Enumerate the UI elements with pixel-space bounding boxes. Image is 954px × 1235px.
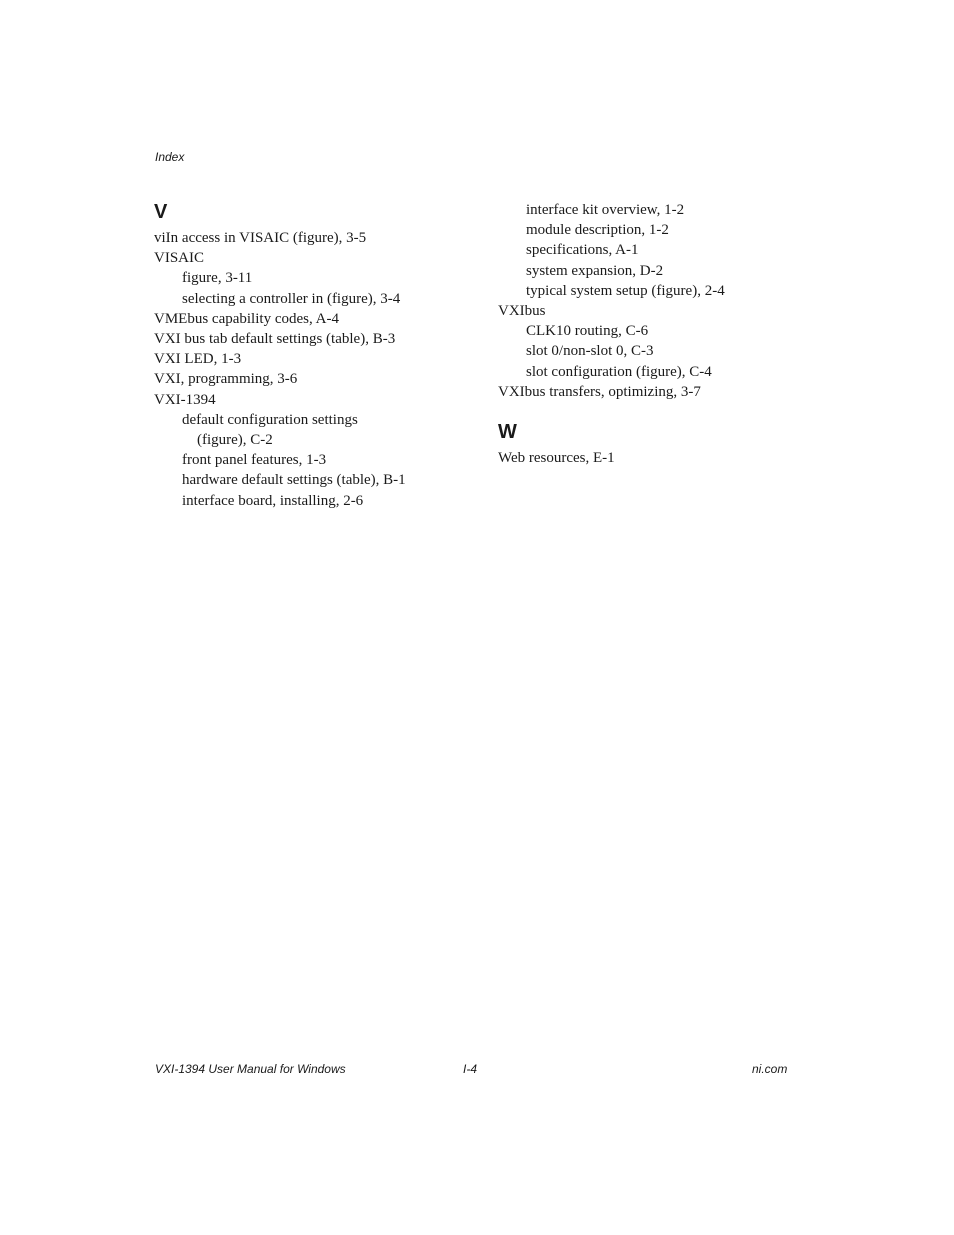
index-entry: VXIbus	[498, 303, 546, 320]
index-subentry: specifications, A-1	[526, 242, 639, 259]
index-column-left	[154, 200, 474, 511]
index-subentry: module description, 1-2	[526, 222, 669, 239]
index-subentry: system expansion, D-2	[526, 262, 664, 279]
index-entry: VXI, programming, 3-6	[154, 371, 298, 388]
index-subentry: default configuration settings	[182, 411, 358, 428]
index-entry: viIn access in VISAIC (figure), 3-5	[154, 230, 367, 246]
index-subentry: typical system setup (figure), 2-4	[526, 282, 725, 299]
index-letter-heading: V	[154, 201, 168, 223]
running-header: Index	[155, 150, 185, 164]
index-entry: VXI bus tab default settings (table), B-3	[154, 331, 396, 348]
index-subentry: figure, 3-11	[182, 270, 253, 287]
index-subentry: selecting a controller in (figure), 3-4	[182, 290, 401, 307]
index-entry: VXI LED, 1-3	[154, 351, 242, 368]
index-entry: VMEbus capability codes, A-4	[154, 310, 339, 327]
index-subentry: interface board, installing, 2-6	[182, 492, 364, 509]
index-entry: VISAIC	[154, 250, 205, 267]
index-subentry: hardware default settings (table), B-1	[182, 472, 406, 489]
footer-website: ni.com	[752, 1062, 788, 1076]
index-subentry: interface kit overview, 1-2	[526, 202, 685, 218]
index-subentry: slot configuration (figure), C-4	[526, 363, 712, 380]
footer-manual-title: VXI-1394 User Manual for Windows	[155, 1062, 346, 1076]
index-entry: VXI-1394	[154, 391, 216, 408]
index-subentry: slot 0/non-slot 0, C-3	[526, 343, 654, 360]
index-subentry: (figure), C-2	[197, 432, 273, 449]
index-column-right	[498, 200, 818, 468]
index-subentry: CLK10 routing, C-6	[526, 323, 649, 340]
index-subentry: front panel features, 1-3	[182, 452, 327, 469]
footer-page-number: I-4	[463, 1062, 478, 1076]
index-letter-heading: W	[498, 421, 517, 444]
index-entry: Web resources, E-1	[498, 450, 615, 467]
index-entry: VXIbus transfers, optimizing, 3-7	[498, 383, 701, 400]
